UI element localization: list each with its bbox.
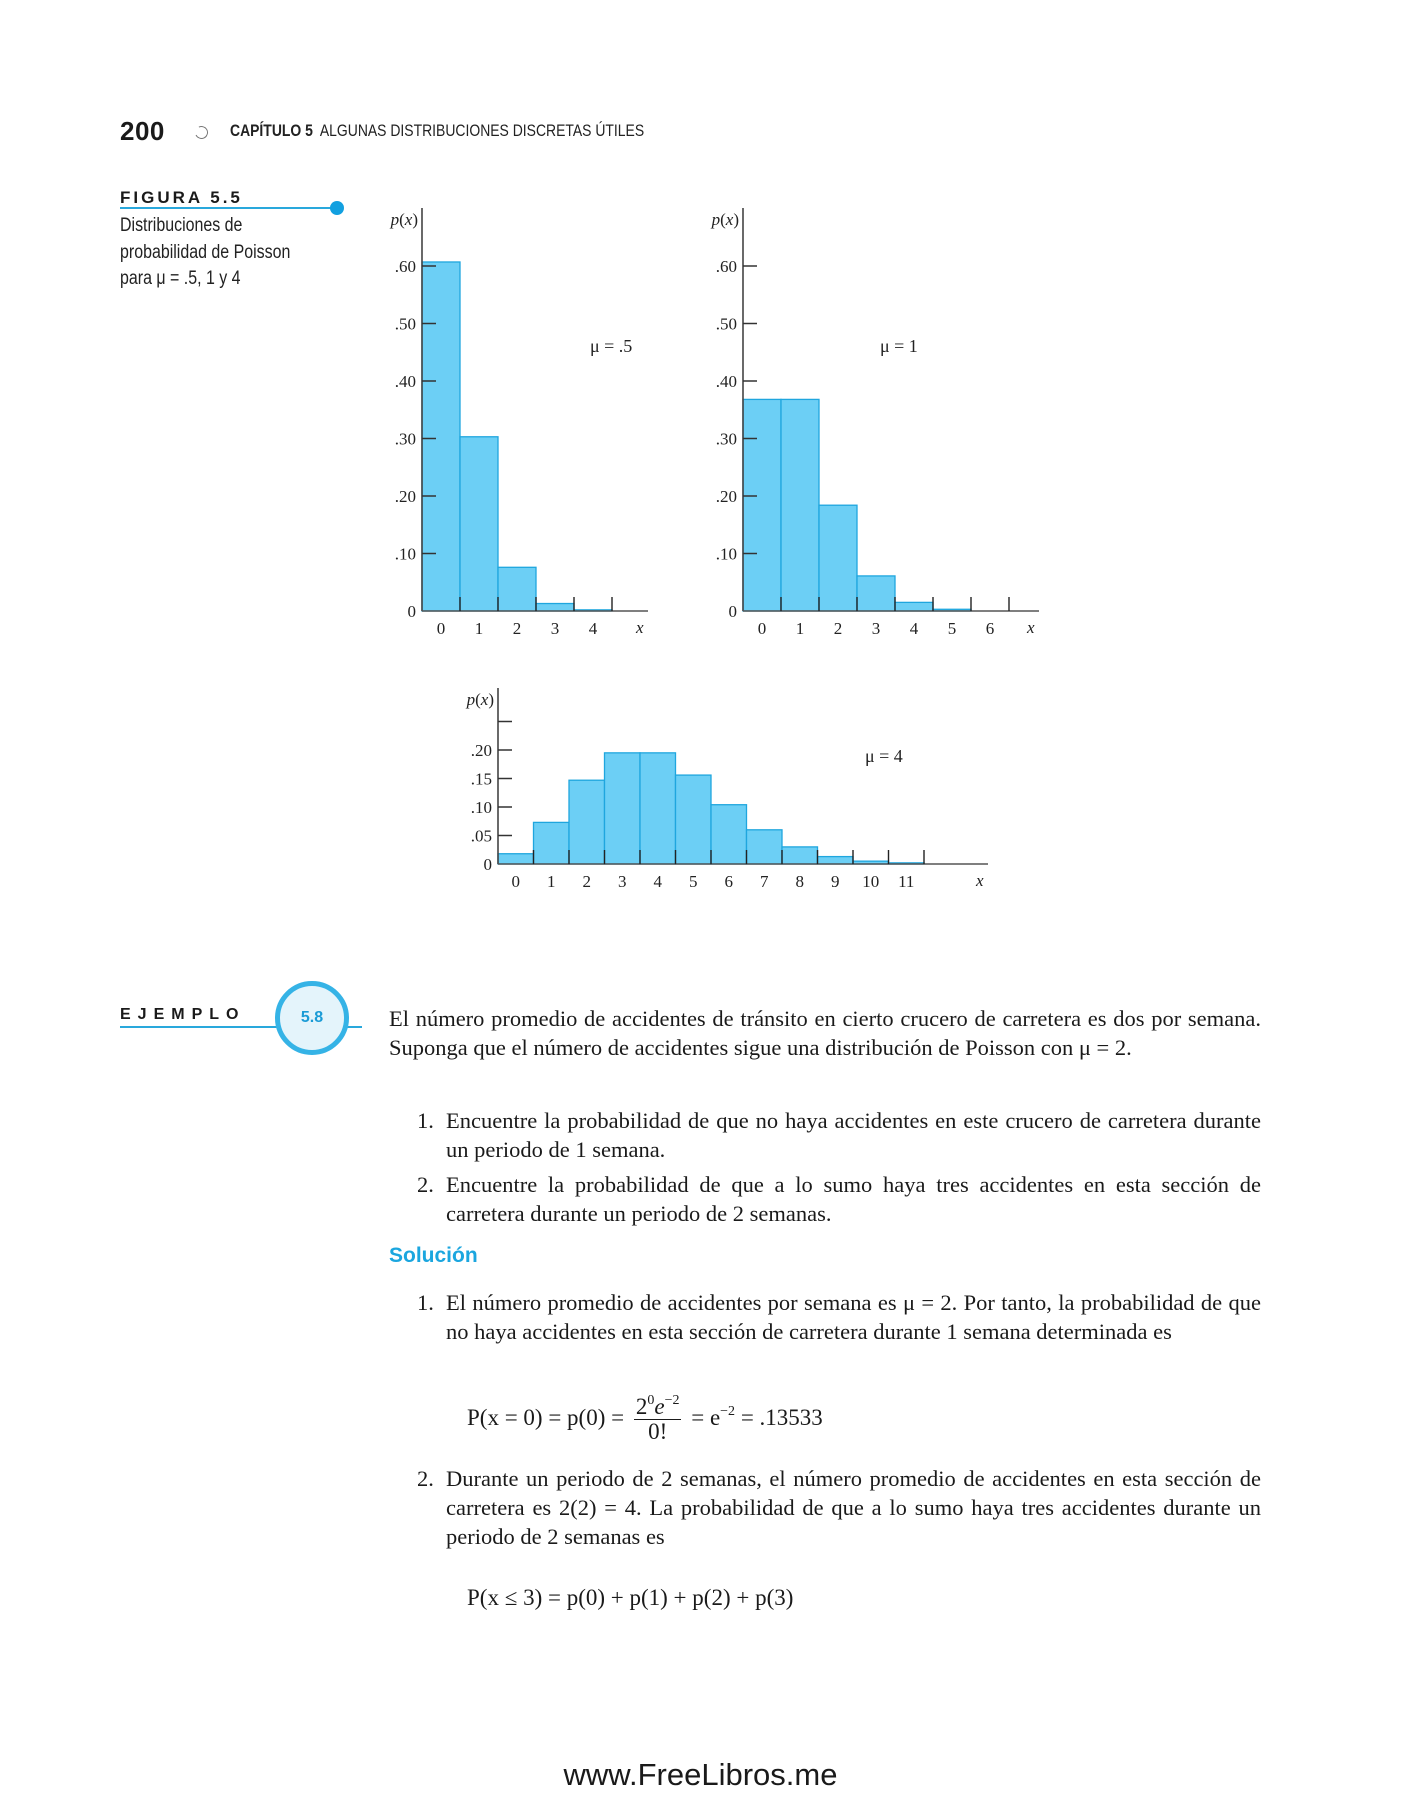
question-item (389, 1170, 1261, 1228)
histogram-bar (676, 775, 712, 864)
histogram-bar (857, 576, 895, 611)
x-tick-label: 0 (436, 619, 446, 638)
y-tick-label: .10 (470, 798, 492, 817)
histogram-bar (819, 505, 857, 611)
y-tick-label: 0 (483, 855, 492, 874)
y-tick-label: .50 (394, 314, 416, 334)
solution-heading: Solución (389, 1244, 478, 1267)
formula-rhs-prefix: = e (691, 1404, 721, 1430)
x-tick-label: 9 (831, 872, 840, 891)
y-tick-label: .40 (715, 372, 737, 391)
caption-line: para μ = .5, 1 y 4 (120, 268, 241, 289)
num-exp: 0 (647, 1393, 655, 1408)
y-tick-label: .30 (394, 429, 416, 449)
question-number: 1. (417, 1108, 434, 1133)
x-tick-label: 0 (757, 619, 767, 638)
x-tick-label: 10 (862, 872, 880, 891)
y-tick-label: .50 (715, 314, 737, 334)
watermark: www.FreeLibros.me (563, 1757, 838, 1792)
y-axis-label: p(x) (711, 210, 739, 229)
histogram-bar (536, 604, 574, 611)
formula-rhs-exp: −2 (720, 1403, 736, 1419)
histogram-bar (782, 847, 818, 864)
y-tick-label: .20 (470, 741, 492, 760)
histogram-bar (534, 822, 570, 864)
formula-lhs: P(x = 0) = p(0) = (467, 1404, 625, 1430)
x-axis-label: x (976, 871, 984, 890)
x-tick-label: 0 (511, 872, 520, 891)
y-tick-label: .10 (715, 544, 737, 564)
caption-line: Distribuciones de (120, 215, 243, 236)
x-tick-label: 3 (871, 619, 881, 638)
question-number: 2. (417, 1172, 434, 1197)
y-axis-label: p(x) (466, 690, 494, 709)
x-tick-label: 3 (618, 872, 627, 891)
step-text: Durante un periodo de 2 semanas, el número promedio de accidentes en esta sección de carretera es 2(2) = 4. La probabilidad de que a lo sumo haya tres accidentes durante un periodo de 2 semanas es (446, 1466, 1261, 1549)
chart-mu-label: μ = 1 (880, 336, 918, 356)
x-tick-label: 4 (588, 619, 598, 638)
x-tick-label: 1 (547, 872, 556, 891)
histogram-bar (422, 262, 460, 611)
x-tick-label: 5 (689, 872, 698, 891)
caption-line: probabilidad de Poisson (120, 241, 291, 263)
question-text: Encuentre la probabilidad de que no haya accidentes en este crucero de carretera durante un periodo de 1 semana. (446, 1108, 1261, 1162)
histogram-bar (605, 753, 641, 864)
chapter-title: ALGUNAS DISTRIBUCIONES DISCRETAS ÚTILES (319, 121, 645, 140)
x-tick-label: 5 (947, 619, 957, 638)
x-tick-label: 2 (582, 872, 591, 891)
x-axis-label: x (1027, 618, 1035, 637)
histogram-bar (711, 805, 747, 864)
y-tick-label: .40 (394, 372, 416, 391)
solution-step (389, 1288, 1261, 1346)
formula-rhs-value: = .13533 (740, 1404, 823, 1430)
y-tick-label: 0 (407, 602, 416, 621)
step-text: El número promedio de accidentes por semana es μ = 2. Por tanto, la probabilidad de que no haya accidentes en esta sección de carretera durante 1 semana determinada es (446, 1290, 1261, 1344)
x-tick-label: 8 (795, 872, 804, 891)
x-tick-label: 7 (760, 872, 769, 891)
y-axis-label: p(x) (390, 210, 418, 229)
x-tick-label: 3 (550, 619, 560, 638)
step-number: 1. (417, 1290, 434, 1315)
histogram-bar (640, 753, 676, 864)
x-axis-label: x (636, 618, 644, 637)
x-tick-label: 6 (724, 872, 733, 891)
y-tick-label: .10 (394, 544, 416, 564)
histogram-bar (747, 830, 783, 864)
y-tick-label: .20 (715, 487, 737, 506)
y-tick-label: 0 (728, 602, 737, 621)
x-tick-label: 2 (833, 619, 843, 638)
chart-mu-label: μ = .5 (590, 336, 633, 356)
example-intro: El número promedio de accidentes de tránsito en cierto crucero de carretera es dos por semana. Suponga que el número de accidentes sigue una distribución de Poisson con μ = 2. (389, 1006, 1261, 1060)
y-tick-label: .15 (470, 769, 492, 789)
histogram-bar (498, 854, 534, 864)
question-text: Encuentre la probabilidad de que a lo sumo haya tres accidentes en esta sección de carretera durante un periodo de 2 semanas. (446, 1172, 1261, 1226)
solution-step (389, 1464, 1261, 1551)
num-e: e (654, 1394, 665, 1419)
y-tick-label: .30 (715, 429, 737, 449)
y-tick-label: .20 (394, 487, 416, 506)
example-number-badge (275, 981, 349, 1055)
figure-label: FIGURA 5.5 (120, 188, 243, 207)
x-tick-label: 6 (985, 619, 995, 638)
page-number: 200 (120, 116, 165, 146)
histogram-bar (743, 399, 781, 611)
question-item (389, 1106, 1261, 1164)
histogram-bar (460, 437, 498, 611)
x-tick-label: 11 (898, 872, 915, 891)
formula-p0 (467, 1395, 823, 1444)
y-tick-label: .60 (394, 257, 416, 276)
histogram-bar (498, 567, 536, 611)
step-number: 2. (417, 1466, 434, 1491)
histogram-bar (781, 399, 819, 611)
example-number: 5.8 (300, 1009, 324, 1026)
chart-mu-label: μ = 4 (865, 746, 903, 766)
histogram-bar (818, 857, 854, 864)
example-label: EJEMPLO (120, 1006, 246, 1023)
formula-cumulative: P(x ≤ 3) = p(0) + p(1) + p(2) + p(3) (467, 1585, 794, 1610)
x-tick-label: 4 (909, 619, 919, 638)
num-base: 2 (635, 1394, 648, 1419)
x-tick-label: 1 (474, 619, 484, 638)
formula-fraction (634, 1395, 682, 1444)
histogram-bar (895, 602, 933, 611)
x-tick-label: 1 (795, 619, 805, 638)
x-tick-label: 2 (512, 619, 522, 638)
denominator: 0! (648, 1419, 668, 1444)
y-tick-label: .05 (470, 826, 492, 846)
histogram-bar (569, 780, 605, 864)
chapter-label: CAPÍTULO 5 (230, 121, 313, 140)
num-e-exp: −2 (664, 1393, 680, 1408)
x-tick-label: 4 (653, 872, 662, 891)
y-tick-label: .60 (715, 257, 737, 276)
